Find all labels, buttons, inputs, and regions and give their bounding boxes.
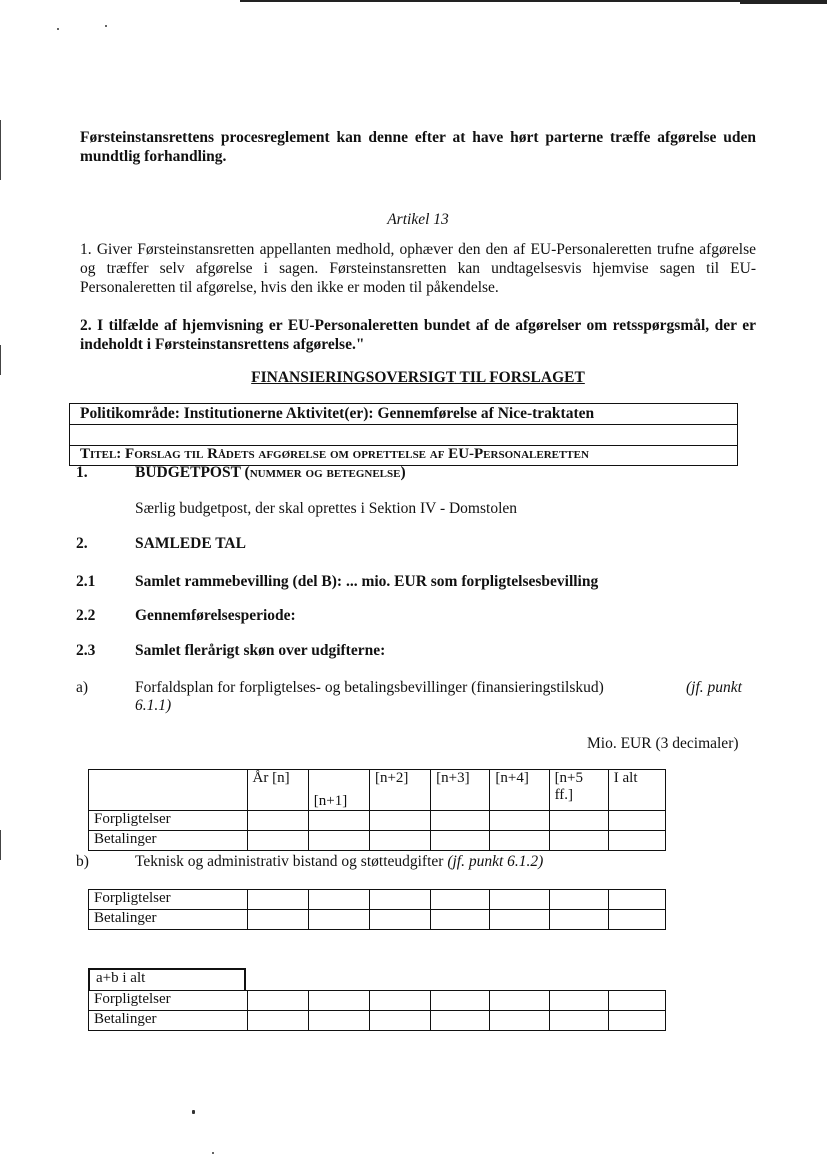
header-cell: År [n] xyxy=(247,770,308,811)
row-label: Betalinger xyxy=(89,831,248,851)
row-label: Forpligtelser xyxy=(89,991,248,1011)
table-row xyxy=(89,890,666,910)
scan-speck xyxy=(105,25,107,27)
unit-label: Mio. EUR (3 decimaler) xyxy=(587,735,739,752)
article-title: Artikel 13 xyxy=(387,211,449,228)
header-cell: [n+2] xyxy=(369,770,430,811)
table-header-row xyxy=(89,770,666,811)
table-row xyxy=(89,991,666,1011)
table-row xyxy=(89,910,666,930)
scan-speck xyxy=(212,1152,214,1154)
scan-margin-mark xyxy=(0,120,1,180)
row-label: Forpligtelser xyxy=(89,890,248,910)
row-label: Forpligtelser xyxy=(89,811,248,831)
item-label: BUDGETPOST (nummer og betegnelse) xyxy=(135,464,406,481)
item-a-reference-cont: 6.1.1) xyxy=(135,697,172,714)
scan-margin-mark xyxy=(0,830,1,860)
table-a xyxy=(88,769,666,851)
header-cell-empty xyxy=(89,770,248,811)
header-cell: I alt xyxy=(608,770,665,811)
item-label: Samlet rammebevilling (del B): ... mio. EUR som forpligtelsesbevilling xyxy=(135,573,599,590)
policy-area-line: Politikområde: Institutionerne Aktivitet(er): Gennemførelse af Nice-traktaten xyxy=(80,405,595,422)
header-cell: [n+4] xyxy=(490,770,549,811)
item-label: Samlet flerårigt skøn over udgifterne: xyxy=(135,642,386,659)
table-b xyxy=(88,889,666,930)
scan-edge-line xyxy=(240,0,827,2)
table-row xyxy=(89,811,666,831)
table-c xyxy=(88,990,666,1031)
item-a-text: Forfaldsplan for forpligtelses- og betalingsbevillinger (finansieringstilskud) xyxy=(135,679,604,696)
item-number: 2. xyxy=(76,535,88,552)
table-row xyxy=(89,831,666,851)
title-box xyxy=(69,403,738,466)
scan-edge-line-thick xyxy=(740,0,827,4)
item-a-number: a) xyxy=(76,679,89,696)
item-text: Særlig budgetpost, der skal oprettes i Sektion IV - Domstolen xyxy=(135,500,518,517)
header-cell: [n+3] xyxy=(431,770,490,811)
item-label: Gennemførelsesperiode: xyxy=(135,607,296,624)
section-heading: FINANSIERINGSOVERSIGT TIL FORSLAGET xyxy=(251,369,585,386)
table-row xyxy=(89,1011,666,1031)
item-label: SAMLEDE TAL xyxy=(135,535,246,552)
article-paragraph-2: 2. I tilfælde af hjemvisning er EU-Personaleretten bundet af de afgørelser om retsspørgsmål, der er indeholdt i Førsteinstansrettens afgørelse." xyxy=(80,317,756,353)
item-a-reference: (jf. punkt xyxy=(686,679,742,696)
intro-paragraph: Førsteinstansrettens procesreglement kan denne efter at have hørt parterne træffe afgørelse uden mundtlig forhandling. xyxy=(80,129,756,165)
item-b-number: b) xyxy=(76,853,89,870)
scan-speck xyxy=(192,1110,195,1114)
item-number: 2.3 xyxy=(76,642,96,659)
row-label: Betalinger xyxy=(89,1011,248,1031)
scan-speck xyxy=(57,28,59,30)
article-paragraph-1: 1. Giver Førsteinstansretten appellanten medhold, ophæver den den af EU-Personaleretten trufne afgørelse og træffer selv afgørelse i sagen. Førsteinstansretten kan undtagelsesvis hjemvise sagen til EU-Personaleretten til afgørelse, hvis den ikke er moden til påkendelse. xyxy=(80,241,756,296)
header-cell: [n+1] xyxy=(308,770,369,811)
row-label: Betalinger xyxy=(89,910,248,930)
item-b-reference: (jf. punkt 6.1.2) xyxy=(447,853,544,870)
proposal-title-line: Titel: Forslag til Rådets afgørelse om oprettelse af EU-Personaleretten xyxy=(80,446,589,462)
item-number: 2.1 xyxy=(76,573,96,590)
item-number: 1. xyxy=(76,464,88,481)
box-divider xyxy=(70,424,737,425)
item-b-text: Teknisk og administrativ bistand og støtteudgifter (jf. punkt 6.1.2) xyxy=(135,853,544,870)
scan-margin-mark xyxy=(0,345,1,375)
item-number: 2.2 xyxy=(76,607,96,624)
total-label-cell: a+b i alt xyxy=(88,968,246,990)
header-cell: [n+5 ff.] xyxy=(549,770,608,811)
